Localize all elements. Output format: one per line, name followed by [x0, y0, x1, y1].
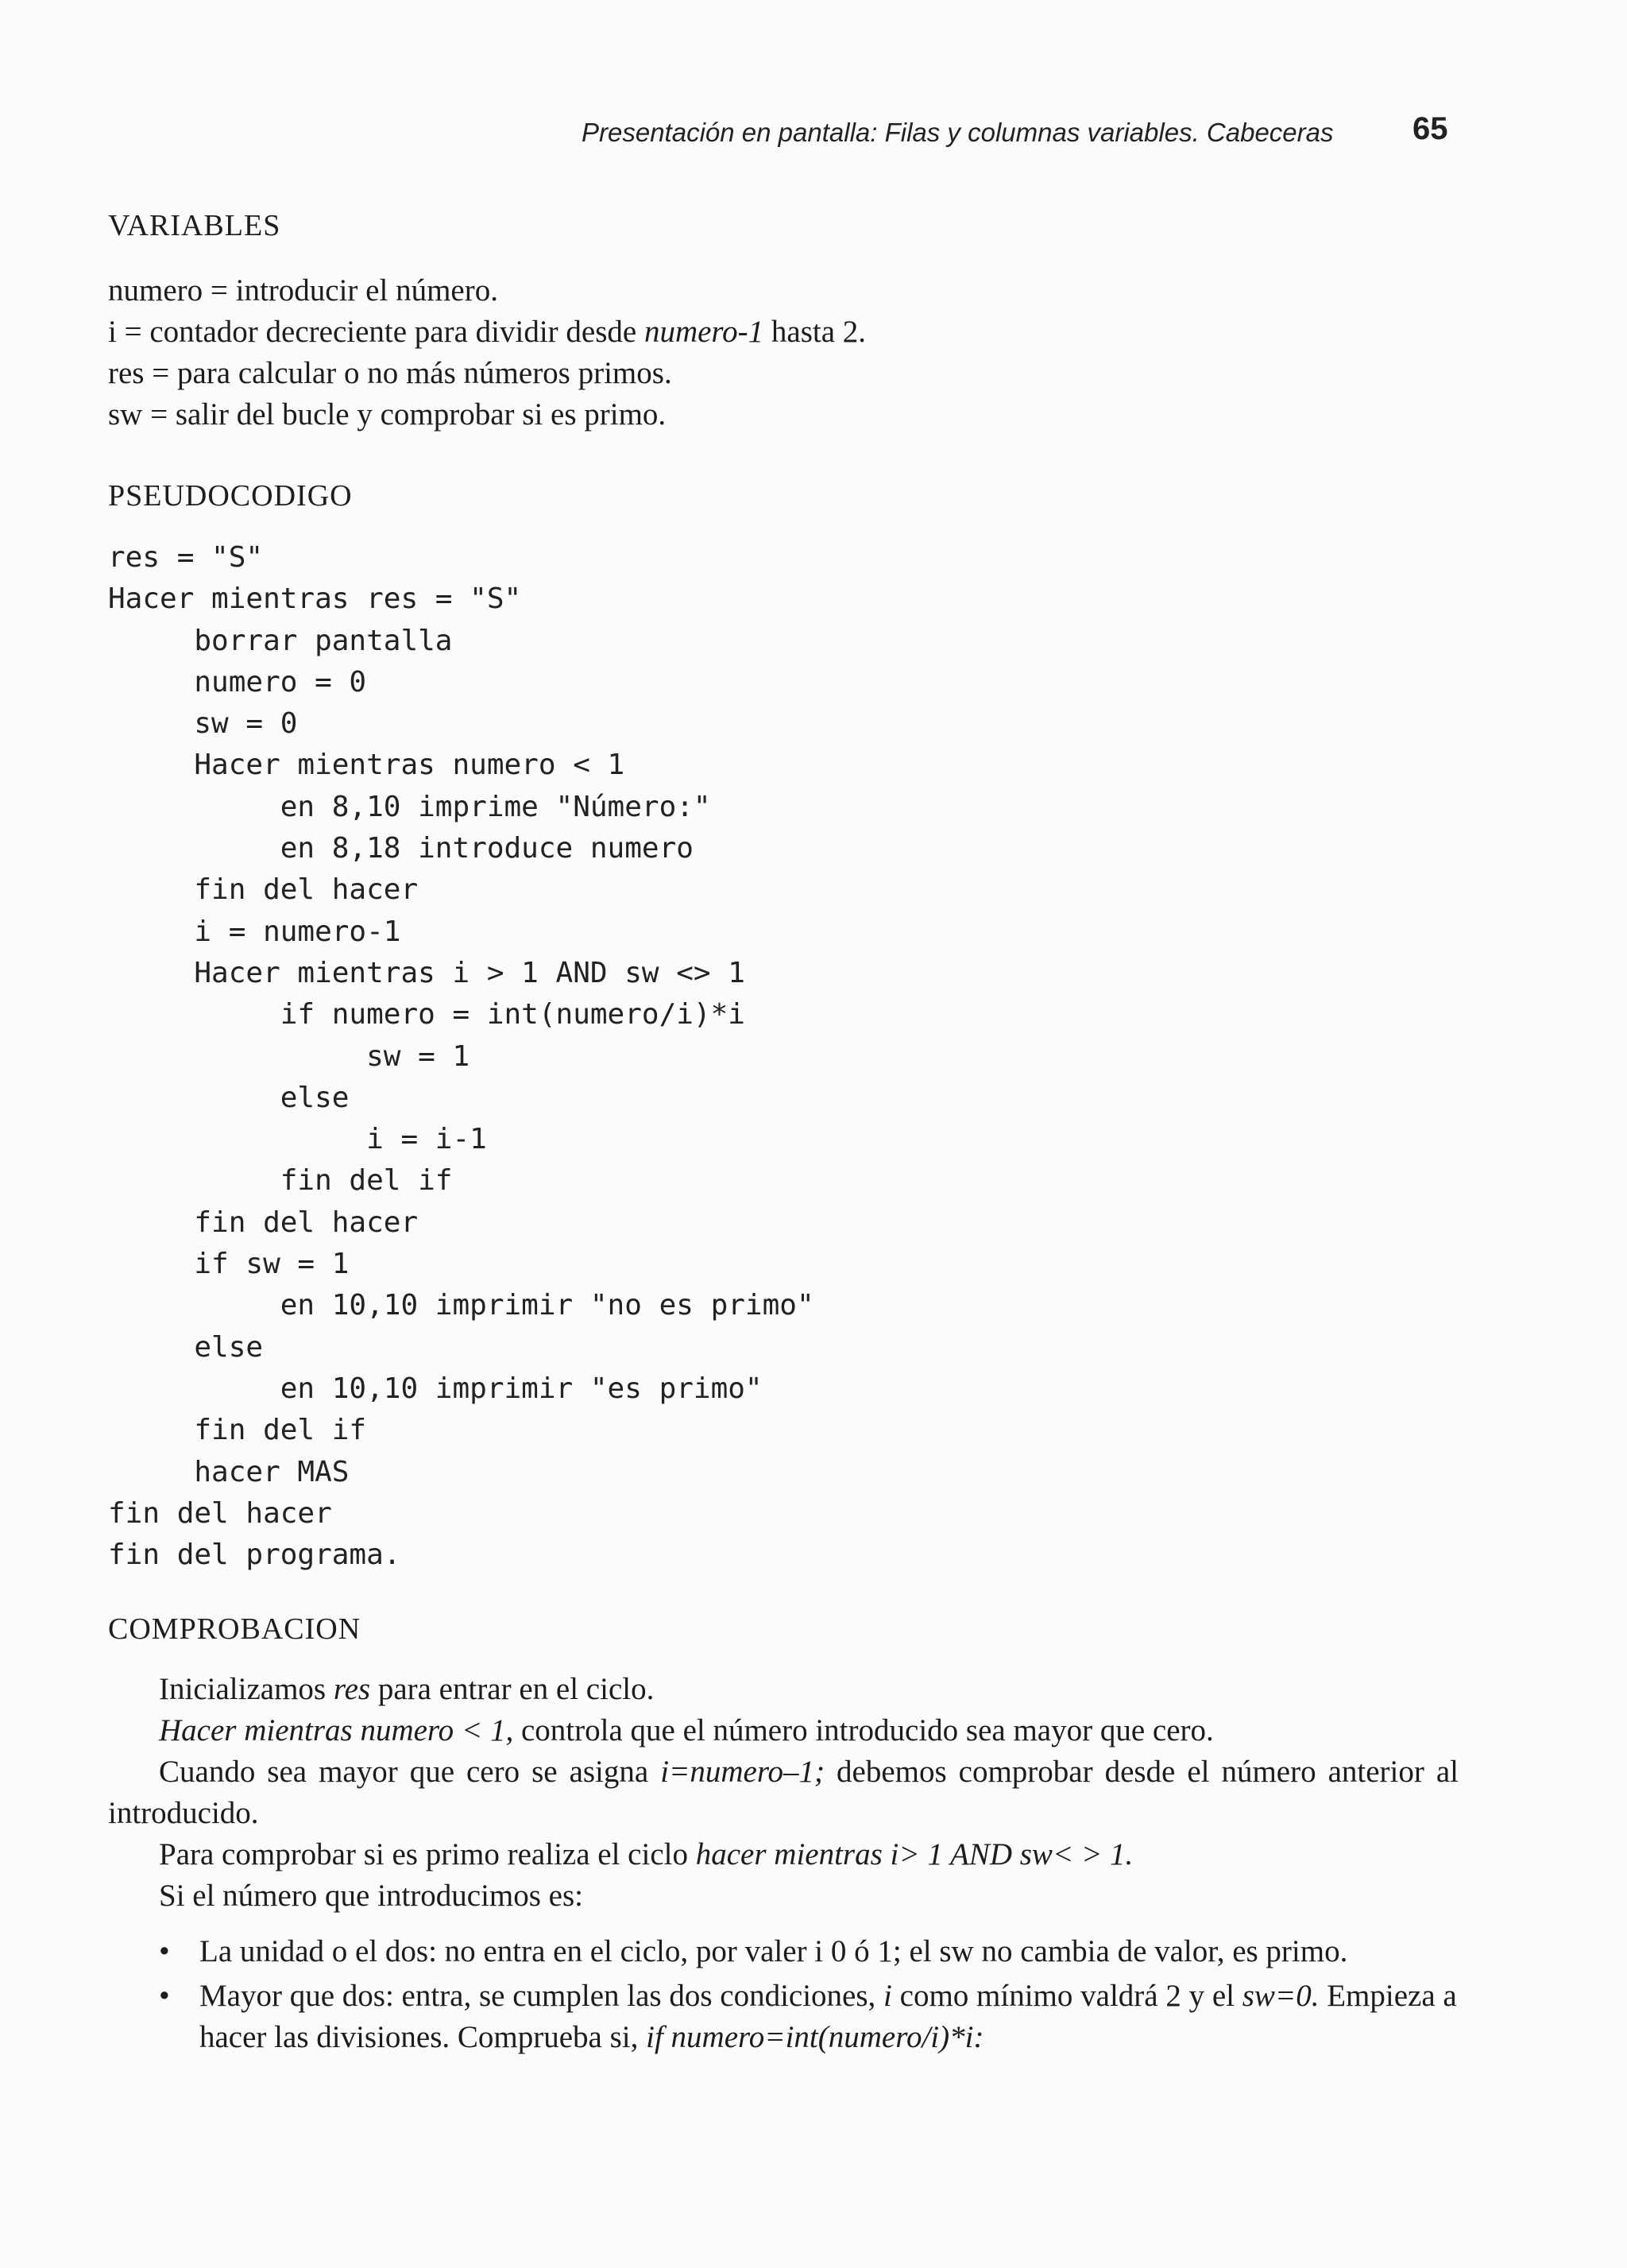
code-line: Hacer mientras i > 1 AND sw <> 1 [108, 956, 745, 989]
paragraph-loop-condition: Hacer mientras numero < 1, controla que el número introducido sea mayor que cero. [159, 1713, 1214, 1747]
variable-i: i = contador decreciente para dividir desde numero-1 hasta 2. [108, 315, 867, 349]
variable-i-range: numero-1 [643, 315, 764, 349]
code-line: hacer MAS [108, 1455, 350, 1488]
running-title: Presentación en pantalla: Filas y columnas variables. Cabeceras [582, 118, 1334, 147]
cases-list [108, 1931, 1459, 2061]
code-line: Hacer mientras res = "S" [108, 582, 522, 616]
code-line: i = numero-1 [108, 915, 401, 948]
code-line: fin del hacer [108, 873, 419, 907]
code-line: en 8,10 imprime "Número:" [108, 790, 711, 823]
paragraph-input-cases: Si el número que introducimos es: [159, 1879, 584, 1913]
comprobacion-heading: COMPROBACION [108, 1612, 361, 1646]
code-line: sw = 1 [108, 1039, 470, 1073]
page-header [0, 111, 1627, 159]
code-line: fin del hacer [108, 1496, 332, 1530]
code-line: borrar pantalla [108, 624, 453, 657]
code-line: fin del if [108, 1414, 367, 1447]
code-line: fin del programa. [108, 1538, 401, 1572]
code-line: if numero = int(numero/i)*i [108, 998, 745, 1031]
pseudocodigo-heading: PSEUDOCODIGO [108, 479, 353, 513]
paragraph-assign: Cuando sea mayor que cero se asigna i=numero–1; debemos comprobar desde el número anterior al introducido. [108, 1755, 1459, 1830]
variable-res: res = para calcular o no más números primos. [108, 356, 672, 390]
pseudocode-block [108, 537, 814, 1576]
paragraph-prime-check: Para comprobar si es primo realiza el ciclo hacer mientras i> 1 AND sw< > 1. [159, 1837, 1134, 1871]
code-line: en 8,18 introduce numero [108, 832, 694, 865]
variable-sw: sw = salir del bucle y comprobar si es primo. [108, 397, 667, 432]
page-number: 65 [1413, 111, 1448, 146]
bullet-icon: • [159, 1934, 170, 1968]
code-line: sw = 0 [108, 707, 298, 741]
paragraph-init: Inicializamos res para entrar en el ciclo. [159, 1672, 655, 1706]
code-line: fin del if [108, 1164, 453, 1198]
code-line: numero = 0 [108, 665, 367, 699]
code-line: i = i-1 [108, 1123, 487, 1156]
variables-heading: VARIABLES [108, 209, 281, 242]
code-line: fin del hacer [108, 1206, 419, 1239]
code-line: Hacer mientras numero < 1 [108, 749, 625, 782]
code-line: else [108, 1081, 350, 1114]
code-line: en 10,10 imprimir "no es primo" [108, 1289, 814, 1322]
list-item: • La unidad o el dos: no entra en el ciclo, por valer i 0 ó 1; el sw no cambia de valor, es primo. [108, 1931, 1459, 1972]
list-item: • Mayor que dos: entra, se cumplen las dos condiciones, i como mínimo valdrá 2 y el sw=0. Empieza a hacer las divisiones. Comprueba si, if numero=int(numero/i)*i: [108, 1976, 1459, 2058]
variable-numero: numero = introducir el número. [108, 273, 498, 308]
code-line: else [108, 1330, 264, 1364]
bullet-icon: • [159, 1979, 170, 2013]
code-line: res = "S" [108, 541, 264, 574]
code-line: if sw = 1 [108, 1248, 350, 1281]
code-line: en 10,10 imprimir "es primo" [108, 1372, 763, 1405]
